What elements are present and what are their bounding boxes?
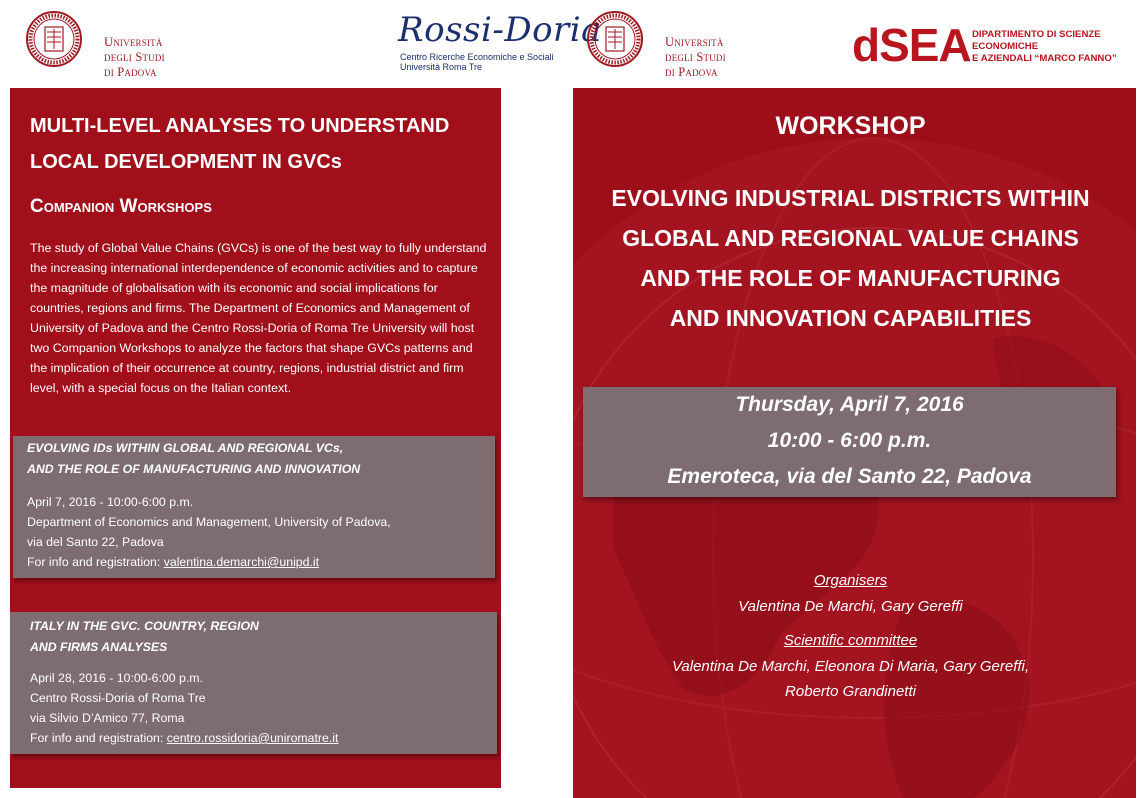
organisers-heading: Organisers [813,572,888,589]
organisers-names: Valentina De Marchi, Gary Gereffi [738,598,963,615]
event-date: April 7, 2016 - 10:00-6:00 p.m. [27,495,194,509]
event-date: Thursday, April 7, 2016 [735,393,964,416]
committee-names: Roberto Grandinetti [785,683,916,700]
committee-names: Valentina De Marchi, Eleonora Di Maria, Gary Gereffi, [671,658,1030,675]
header [0,0,1146,88]
left-panel [10,88,501,788]
companion-workshops-heading: Companion Workshops [30,196,212,217]
event-time: 10:00 - 6:00 p.m. [767,429,932,452]
committee-heading: Scientific committee [783,632,918,649]
right-panel [573,88,1136,798]
university-seal-icon [586,10,644,68]
event-venue: Centro Rossi-Doria of Roma Tre [30,691,206,705]
rossi-doria-logo: Rossi-Doria [398,10,602,50]
event-title: EVOLVING IDs WITHIN GLOBAL AND REGIONAL VCs, AND THE ROLE OF MANUFACTURING AND INNOVATION [27,441,361,476]
event-place: Emeroteca, via del Santo 22, Padova [667,465,1032,488]
date-box [583,387,1116,497]
event-info: For info and registration: valentina.demarchi@unipd.it [27,555,320,569]
event-title: ITALY IN THE GVC. COUNTRY, REGION AND FIRMS ANALYSES [30,619,259,654]
event-info: For info and registration: centro.rossidoria@uniromatre.it [30,731,339,745]
university-name: Università degli Studi di Padova [665,35,726,79]
page-title: MULTI-LEVEL ANALYSES TO UNDERSTAND LOCAL DEVELOPMENT IN GVCs [30,115,450,173]
email-link[interactable]: centro.rossidoria@uniromatre.it [166,731,339,745]
event-address: via del Santo 22, Padova [27,535,164,549]
panel-divider [501,88,573,798]
workshop-title: EVOLVING INDUSTRIAL DISTRICTS WITHIN GLOBAL AND REGIONAL VALUE CHAINS AND THE ROLE OF MANUFACTURING AND INNOVATION CAPABILITIES [611,185,1090,331]
dsea-department-name: DIPARTIMENTO DI SCIENZE ECONOMICHE E AZIENDALI “MARCO FANNO” [972,29,1117,64]
intro-paragraph: The study of Global Value Chains (GVCs) is one of the best way to fully understand the increasing international interdependence of economic activities and to capture the magnitude of globalisation with its economic and social implications for countries, regions and firms. The Department of Economics and Management of University of Padova and the Centro Rossi-Doria of Roma Tre University will host two Companion Workshops to analyze the factors that shape GVCs patterns and the implication of their occurrence at country, regions, industrial district and firm level, with a special focus on the Italian context. [30,241,487,395]
dsea-logo: dSEA [852,19,971,71]
email-link[interactable]: valentina.demarchi@unipd.it [163,555,320,569]
event-venue: Department of Economics and Management, University of Padova, [27,515,391,529]
event-card-2 [10,612,497,754]
event-card-1 [13,436,495,578]
event-address: via Silvio D’Amico 77, Roma [30,711,185,725]
event-date: April 28, 2016 - 10:00-6:00 p.m. [30,671,203,685]
rossi-doria-subtitle: Centro Ricerche Economiche e Sociali Università Roma Tre [400,52,554,72]
university-name: Università degli Studi di Padova [104,35,165,79]
university-seal-icon [25,10,83,68]
workshop-label: WORKSHOP [775,112,926,140]
